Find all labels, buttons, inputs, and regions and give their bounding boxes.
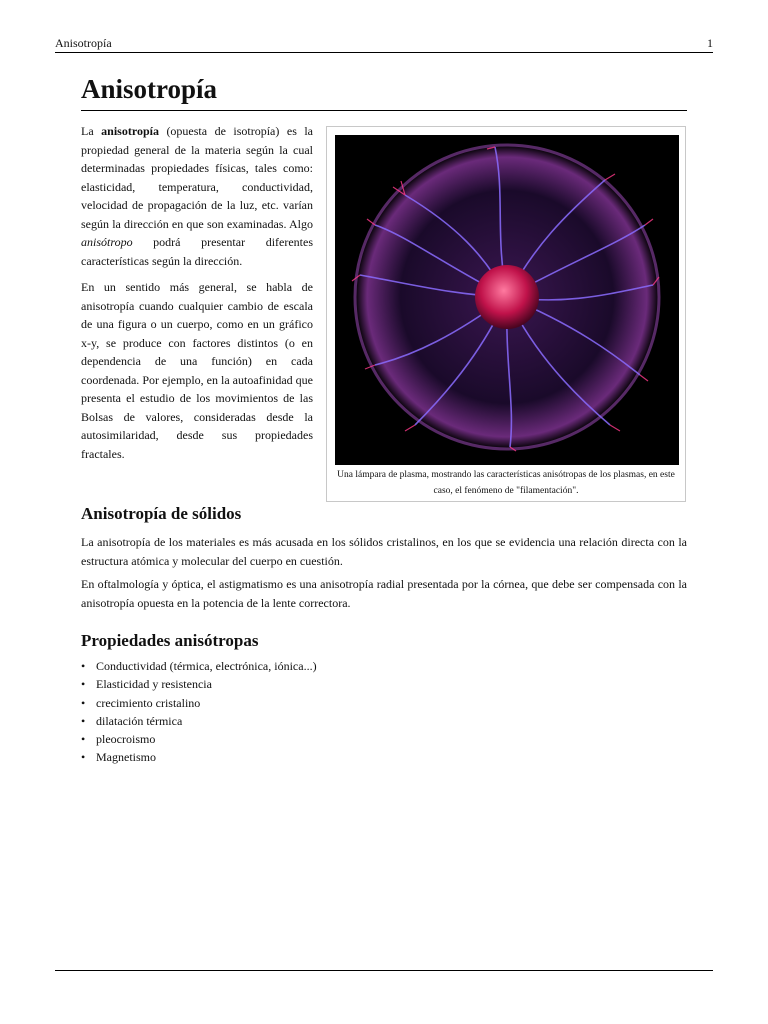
list-item: • pleocroismo	[81, 730, 317, 748]
page-title: Anisotropía	[81, 72, 687, 111]
list-item: • Elasticidad y resistencia	[81, 675, 317, 693]
term-bold: anisotropía	[101, 124, 159, 138]
bullet-icon: •	[81, 695, 86, 710]
bullet-icon: •	[81, 732, 86, 747]
list-item: • Conductividad (térmica, electrónica, iónica...)	[81, 657, 317, 675]
figure-box	[326, 126, 686, 502]
section-heading-solids: Anisotropía de sólidos	[81, 504, 242, 523]
list-item: • dilatación térmica	[81, 712, 317, 730]
term-italic: anisótropo	[81, 235, 133, 249]
section-heading-properties: Propiedades anisótropas	[81, 631, 259, 650]
page-number: 1	[707, 36, 713, 50]
intro-paragraph-1: La anisotropía (opuesta de isotropía) es la propiedad general de la materia según la cual determinadas propiedades físicas, tales como: elasticidad, temperatura, conductividad, velocidad de propagación de la luz, etc. varían según la dirección en que son examinadas. Algo anisótropo podrá presentar diferentes características según la dirección.	[81, 124, 314, 268]
solids-paragraph-1: La anisotropía de los materiales es más acusada en los sólidos cristalinos, en los que se evidencia una relación directa con la estructura atómica y molecular del cuerpo en cuestión.	[81, 535, 687, 568]
plasma-lamp-image	[335, 135, 679, 465]
figure-caption: Una lámpara de plasma, mostrando las características anisótropas de los plasmas, en este caso, el fenómeno de "filamentación".	[337, 470, 675, 496]
footer-rule	[55, 970, 713, 971]
list-item: • crecimiento cristalino	[81, 694, 317, 712]
bullet-icon: •	[81, 677, 86, 692]
bullet-icon: •	[81, 713, 86, 728]
running-title: Anisotropía	[55, 36, 112, 50]
solids-text	[81, 533, 687, 617]
solids-paragraph-2: En oftalmología y óptica, el astigmatismo es una anisotropía radial presentada por la córnea, que debe ser compensada con la anisotropía opuesta en la potencia de la lente correctora.	[81, 577, 687, 610]
intro-text	[81, 122, 313, 471]
intro-paragraph-2: En un sentido más general, se habla de anisotropía cuando cualquier cambio de escala de una figura o un cuerpo, como en un gráfico x-y, se produce con factores distintos (o en dependencia de una función) en cada coordenada. Por ejemplo, en la autoafinidad que presenta el estudio de los movimientos de las Bolsas de valores, consideradas desde la autosimilaridad, desde sus propiedades fractales.	[81, 280, 313, 461]
running-header	[55, 36, 713, 53]
list-item: • Magnetismo	[81, 748, 317, 766]
properties-list	[81, 657, 317, 767]
bullet-icon: •	[81, 750, 86, 765]
bullet-icon: •	[81, 659, 86, 673]
